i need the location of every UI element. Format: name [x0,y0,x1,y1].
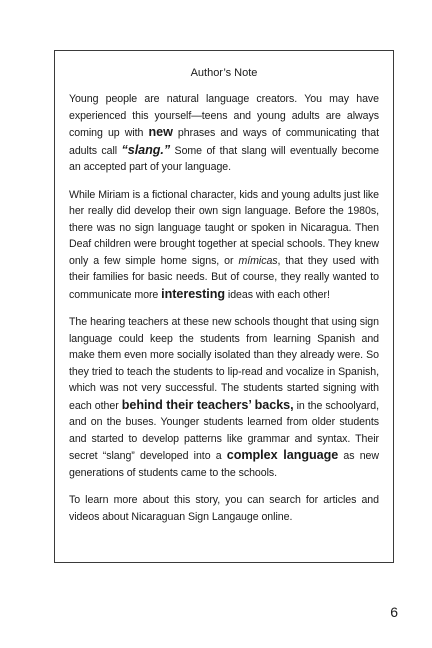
p2-text-a: While Miriam is a fictional character, kids and young adults just like her really did develop their own sign language. Before the 1980s, there was no sign language taught or spoken in Nicaragua. Then Deaf children were brought together at special schools. They knew only a few simple home signs, or [69,188,379,267]
p3-text-a: The hearing teachers at these new schools thought that using sign language could keep the students from learning Spanish and make them even more socially isolated than they already were. So they tried to teach the students to lip-read and vocalize in Spanish, which was not very successful. The students started signing with each other [69,316,379,412]
p2-italic-mimicas: mímicas [238,254,278,267]
p1-emphasis-slang: “slang.” [121,142,171,157]
p3-text-c: in the schoolyard, and on the buses. Younger students learned from older students and started to develop patterns like grammar and syntax. Their secret “slang” developed into a [69,399,380,462]
p4-text-a: To learn more about this story, you can search for articles and videos about Nicaraguan Sign Langauge online. [69,494,379,523]
p3-text-e: as new generations of students came to the schools. [69,450,379,479]
paragraph-3 [69,314,379,481]
paragraph-1 [69,91,379,176]
p3-emphasis-complex-language: complex language [226,448,339,462]
p1-text-a: Young people are natural language creators. You may have experienced this yourself—teens and young adults are always coming up with [69,93,379,139]
paragraph-4 [69,492,379,525]
p2-text-e: ideas with each other! [225,288,330,301]
note-title: Author’s Note [190,67,258,79]
authors-note-box [54,50,394,563]
p1-text-e: Some of that slang will eventually become an accepted part of your language. [69,144,379,173]
p2-emphasis-interesting: interesting [161,286,225,301]
paragraph-2 [69,187,379,304]
p1-emphasis-new: new [148,125,173,139]
p1-text-c: phrases and ways of communicating that adults call [69,127,379,157]
page-number: 6 [390,604,398,620]
p2-text-c: , that they used with their families for basic needs. But of course, they really wanted to communicate more [69,254,379,301]
p3-emphasis-behind: behind their teachers’ backs, [121,397,294,412]
